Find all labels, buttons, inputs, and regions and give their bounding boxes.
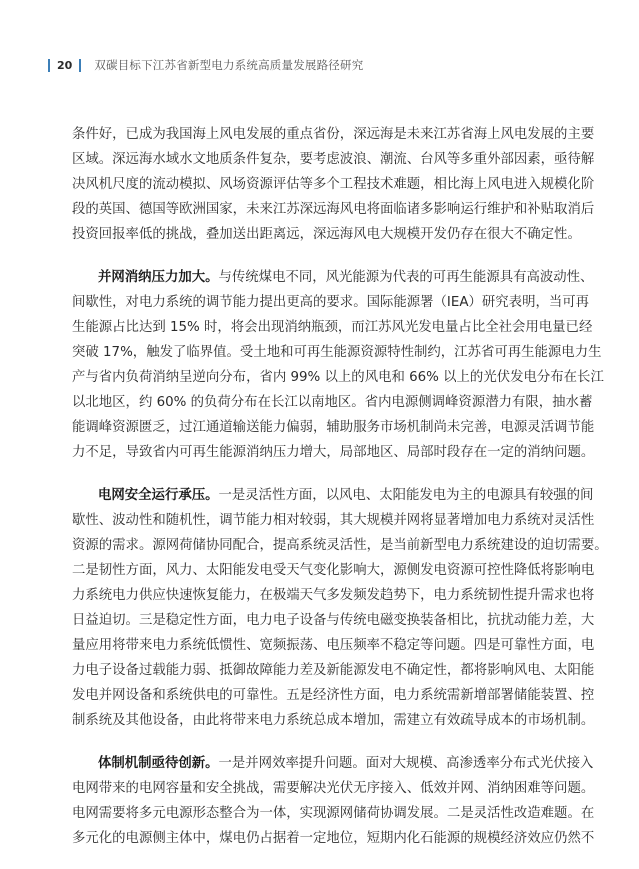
paragraph-grid-integration <box>72 265 604 465</box>
running-header <box>48 56 608 74</box>
text-line: 决风机尺度的流动模拟、风场资源评估等多个工程技术难题，相比海上风电进入规模化阶 <box>72 177 595 192</box>
text-line: 多元化的电源侧主体中，煤电仍占据着一定地位，短期内化石能源的规模经济效应仍然不 <box>72 831 595 846</box>
text-line-rest: 一是灵活性方面，以风电、太阳能发电为主的电源具有较强的间 <box>218 488 594 503</box>
paragraph-lead: 体制机制亟待创新。 <box>98 756 219 771</box>
text-line-first <box>72 265 594 290</box>
text-line: 投资回报率低的挑战，叠加送出距离远，深远海风电大规模开发仍存在很大不确定性。 <box>72 227 581 242</box>
text-line: 区域。深远海水域水文地质条件复杂，要考虑波浪、潮流、台风等多重外部因素，亟待解 <box>72 152 595 167</box>
text-line: 制系统及其他设备，由此将带来电力系统总成本增加，需建立有效疏导成本的市场机制。 <box>72 713 595 728</box>
text-line: 二是韧性方面，风力、太阳能发电受天气变化影响大，源侧发电资源可控性降低将影响电 <box>72 563 595 578</box>
text-line: 段的英国、德国等欧洲国家，未来江苏深远海风电将面临诸多影响运行维护和补贴取消后 <box>72 202 595 217</box>
text-line: 量应用将带来电力系统低惯性、宽频振荡、电压频率不稳定等问题。四是可靠性方面，电 <box>72 638 595 653</box>
page-number: 20 <box>57 58 73 72</box>
text-line-rest: 与传统煤电不同，风光能源为代表的可再生能源具有高波动性、 <box>218 270 594 285</box>
text-line: 发电并网设备和系统供电的可靠性。五是经济性方面，电力系统需新增部署储能装置、控 <box>72 688 595 703</box>
text-line: 以北地区，约 60% 的负荷分布在长江以南地区。省内电源侧调峰资源潜力有限，抽水蓄 <box>72 395 593 410</box>
header-divider-right <box>79 59 81 72</box>
paragraph-institutional-innovation <box>72 751 595 851</box>
text-line-first <box>72 751 594 776</box>
text-line: 歇性、波动性和随机性，调节能力相对较弱，其大规模并网将显著增加电力系统对灵活性 <box>72 513 595 528</box>
running-title: 双碳目标下江苏省新型电力系统高质量发展路径研究 <box>94 58 364 72</box>
text-line-first <box>72 483 594 508</box>
text-line: 间歇性，对电力系统的调节能力提出更高的要求。国际能源署（IEA）研究表明，当可再 <box>72 295 590 310</box>
text-line: 力不足，导致省内可再生能源消纳压力增大，局部地区、局部时段存在一定的消纳问题。 <box>72 445 595 460</box>
text-line: 能调峰资源匮乏，过江通道输送能力偏弱，辅助服务市场机制尚未完善，电源灵活调节能 <box>72 420 595 435</box>
text-line-rest: 一是并网效率提升问题。面对大规模、高渗透率分布式光伏接入 <box>218 756 594 771</box>
text-line: 电网带来的电网容量和安全挑战，需要解决光伏无序接入、低效并网、消纳困难等问题。 <box>72 781 595 796</box>
text-line: 电网需要将多元电源形态整合为一体，实现源网储荷协调发展。二是灵活性改造难题。在 <box>72 806 595 821</box>
body-text <box>72 122 608 869</box>
text-line: 日益迫切。三是稳定性方面，电力电子设备与传统电磁变换装备相比，抗扰动能力差，大 <box>72 613 595 628</box>
text-line: 突破 17%，触发了临界值。受土地和可再生能源资源特性制约，江苏省可再生能源电力生 <box>72 345 602 360</box>
text-line: 条件好，已成为我国海上风电发展的重点省份，深远海是未来江苏省海上风电发展的主要 <box>72 127 595 142</box>
paragraph-offshore-wind <box>72 122 595 247</box>
text-line: 产与省内负荷消纳呈逆向分布，省内 99% 以上的风电和 66% 以上的光伏发电分布在长江 <box>72 370 604 385</box>
paragraph-lead: 并网消纳压力加大。 <box>98 270 219 285</box>
text-line: 力系统电力供应快速恢复能力，在极端天气多发频发趋势下，电力系统韧性提升需求也将 <box>72 588 595 603</box>
text-line: 力电子设备过载能力弱、抵御故障能力差及新能源发电不确定性，都将影响风电、太阳能 <box>72 663 595 678</box>
paragraph-lead: 电网安全运行承压。 <box>98 488 219 503</box>
text-line: 资源的需求。源网荷储协同配合，提高系统灵活性，是当前新型电力系统建设的迫切需要。 <box>72 538 608 553</box>
text-line: 生能源占比达到 15% 时，将会出现消纳瓶颈，而江苏风光发电量占比全社会用电量已经 <box>72 320 593 335</box>
paragraph-grid-security <box>72 483 608 733</box>
header-divider-left <box>48 59 50 72</box>
